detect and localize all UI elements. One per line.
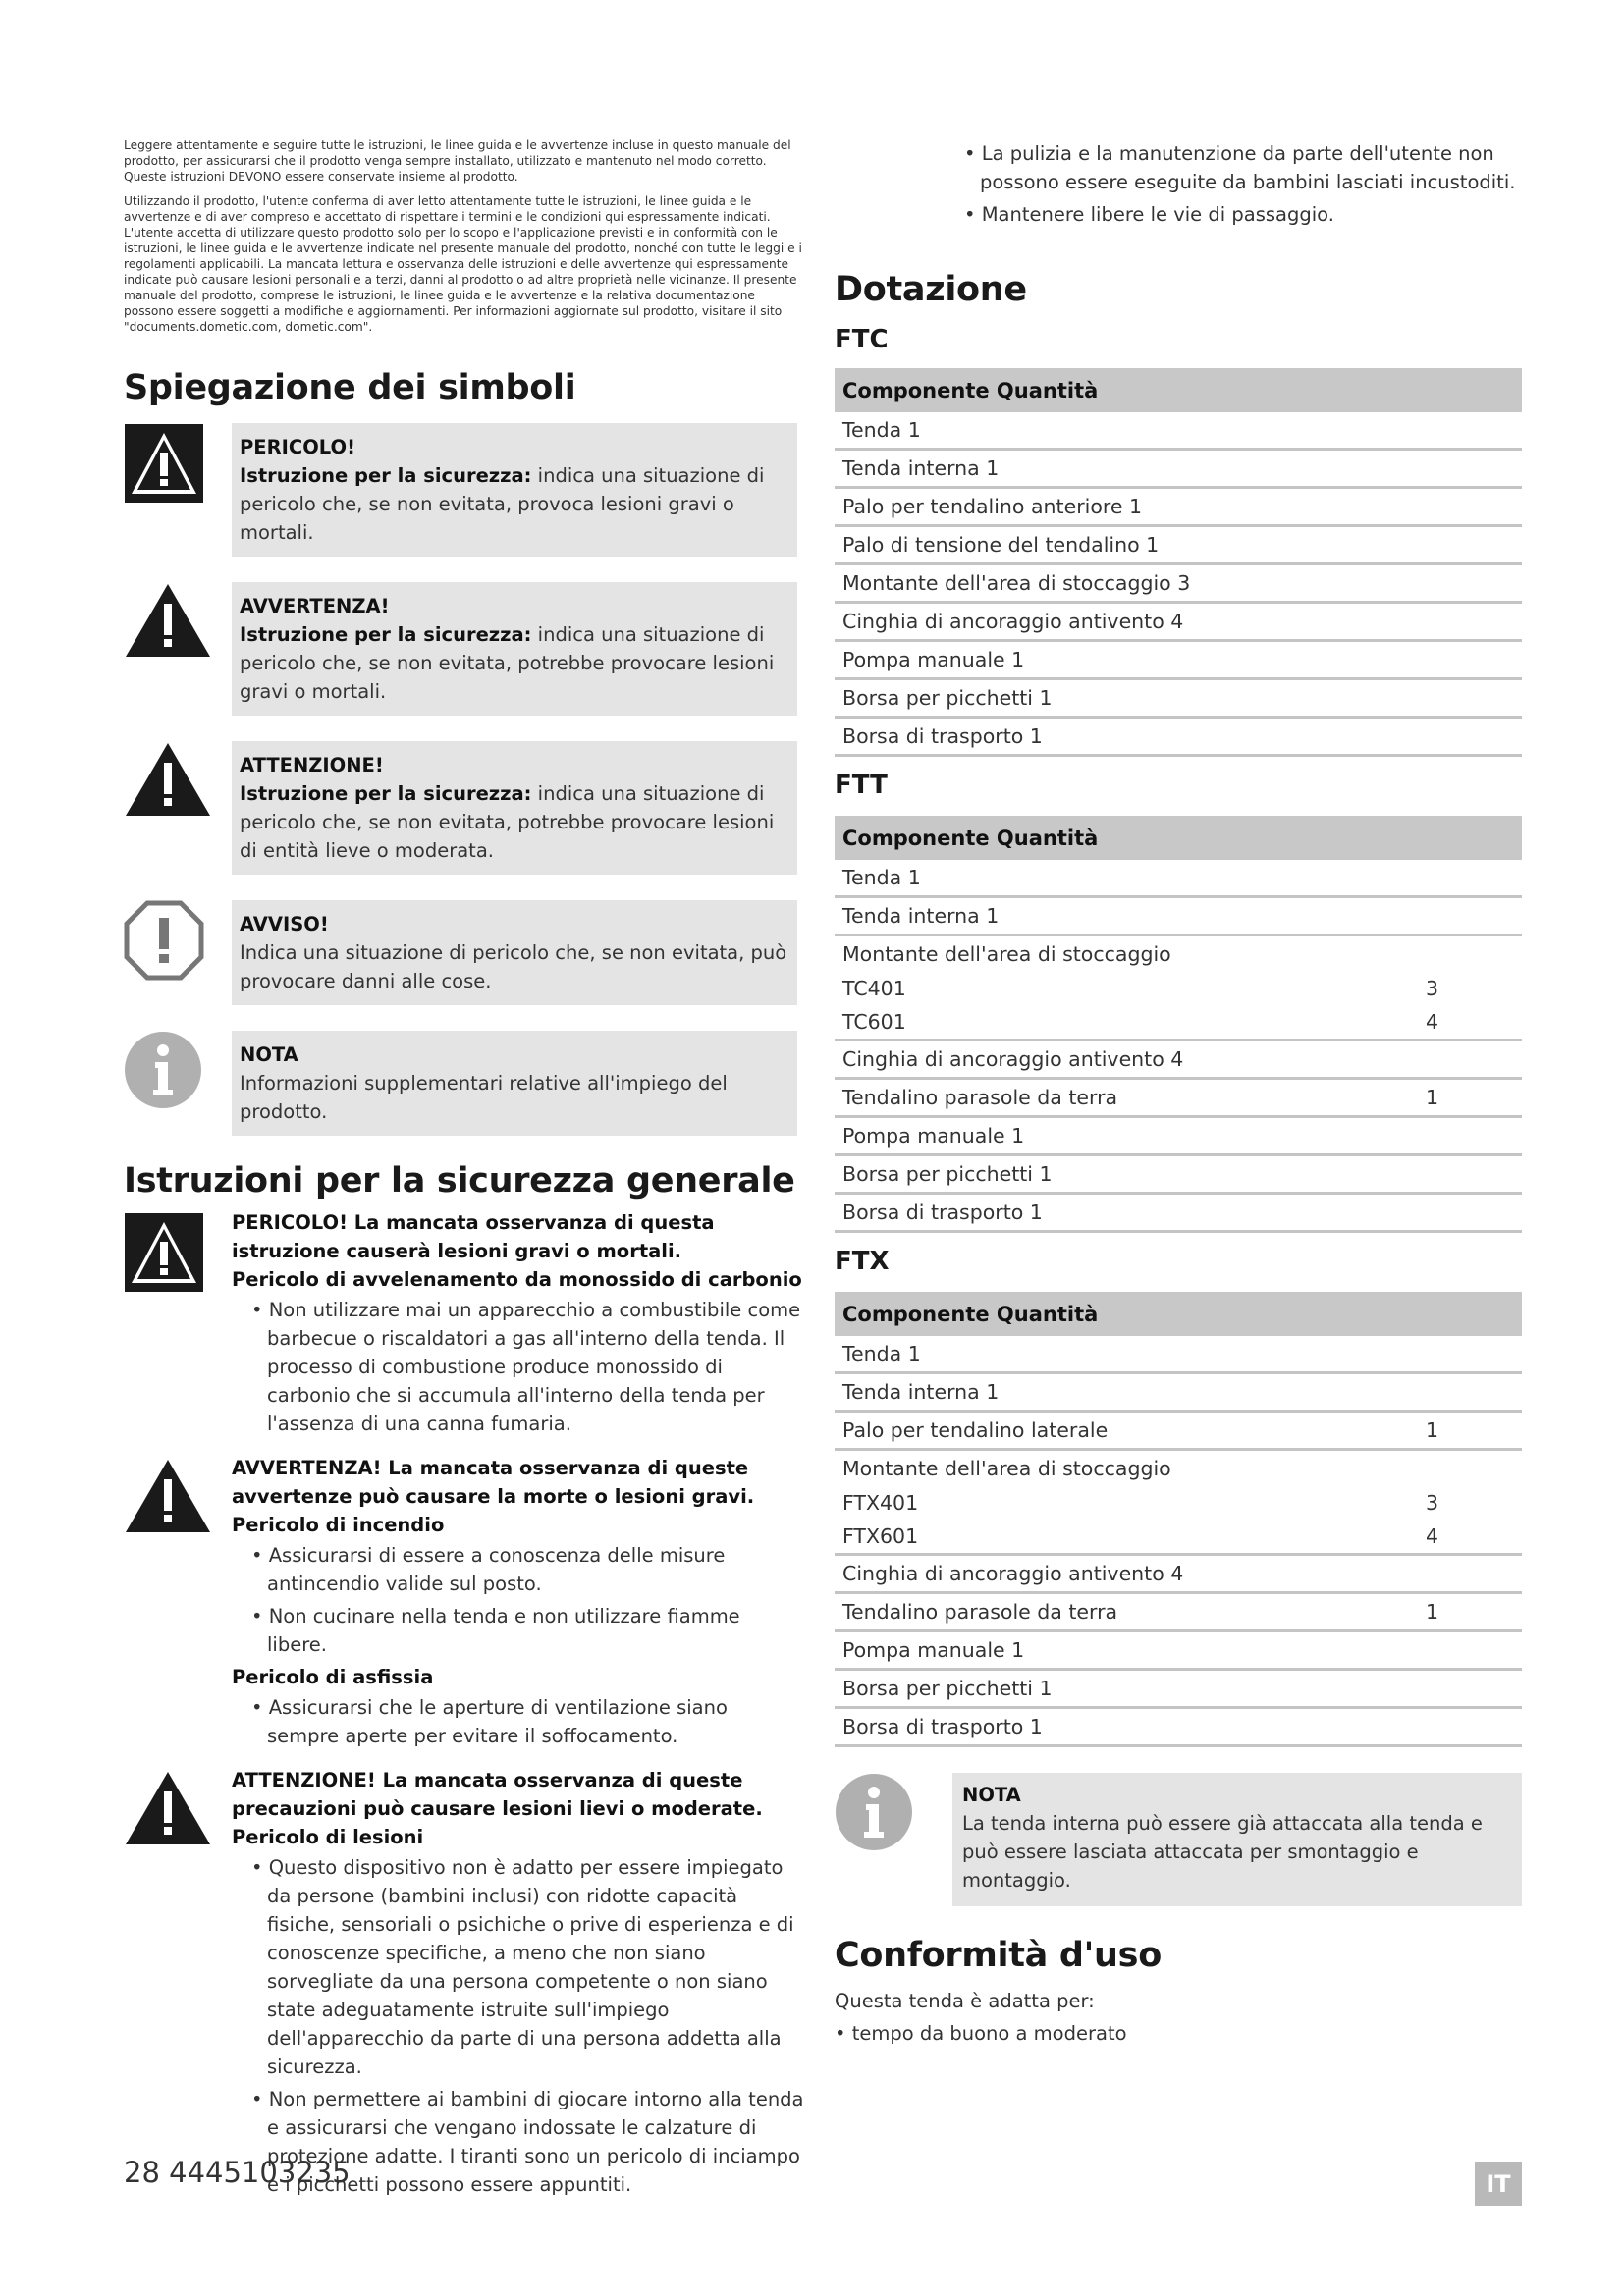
safety-caution [124, 1766, 805, 2203]
notice-icon [124, 900, 232, 1005]
ftt-table [835, 816, 1522, 1233]
quantity-cell: 3 [1426, 977, 1439, 1000]
caution-icon [124, 741, 232, 875]
table-cell: Tenda 1 [842, 1342, 921, 1365]
danger-icon [124, 423, 232, 557]
table-cell: Pompa manuale 1 [842, 1638, 1025, 1662]
list-item-text: Mantenere libere le vie di passaggio. [981, 203, 1334, 226]
table-row [835, 451, 1522, 489]
ftt-heading: FTT [835, 771, 888, 800]
right-column [835, 137, 1522, 2050]
table-row [835, 1451, 1522, 1556]
table-cell: Borsa di trasporto 1 [842, 724, 1043, 748]
table-cell: Borsa per picchetti 1 [842, 1677, 1053, 1700]
table-cell: Pompa manuale 1 [842, 648, 1025, 671]
note-box [952, 1773, 1522, 1906]
table-cell: Cinghia di ancoraggio antivento 4 [842, 1562, 1184, 1585]
table-row [835, 1336, 1522, 1374]
table-row [835, 1080, 1522, 1118]
table-row [835, 1556, 1522, 1594]
symbol-lead: Istruzione per la sicurezza: [240, 464, 532, 487]
danger-icon [124, 1208, 232, 1442]
table-cell: Cinghia di ancoraggio antivento 4 [842, 610, 1184, 633]
table-subrow [842, 1005, 1522, 1039]
list-item: • Non cucinare nella tenda e non utilizzare fiamme libere. [251, 1605, 740, 1656]
model-label: FTX601 [842, 1524, 919, 1548]
safety-danger [124, 1208, 805, 1442]
table-cell: Montante dell'area di stoccaggio [842, 1457, 1171, 1480]
table-cell: Tenda interna 1 [842, 1380, 1000, 1404]
table-cell: Borsa per picchetti 1 [842, 1162, 1053, 1186]
symbol-info [124, 1031, 805, 1136]
symbol-text: Informazioni supplementari relative all'impiego del prodotto. [240, 1072, 728, 1123]
info-icon [835, 1773, 952, 1906]
model-label: TC601 [842, 1010, 906, 1034]
table-cell: Palo di tensione del tendalino 1 [842, 533, 1160, 557]
table-cell: Montante dell'area di stoccaggio [842, 942, 1171, 966]
table-cell: Tenda 1 [842, 866, 921, 889]
safety-warning [124, 1454, 805, 1754]
note-text: La tenda interna può essere già attaccata alla tenda e può essere lasciata attaccata per smontaggio e montaggio. [962, 1812, 1483, 1892]
table-cell: Palo per tendalino laterale [842, 1418, 1109, 1442]
table-row [835, 1374, 1522, 1413]
table-subrow [842, 972, 1522, 1005]
list-item: • tempo da buono a moderato [835, 2022, 1127, 2045]
table-cell: Cinghia di ancoraggio antivento 4 [842, 1047, 1184, 1071]
safety-subheading: Pericolo di incendio [232, 1514, 445, 1536]
safety-subheading: Pericolo di avvelenamento da monossido di carbonio [232, 1268, 802, 1291]
safety-danger-body [232, 1208, 805, 1442]
safety-subheading: Pericolo di lesioni [232, 1826, 424, 1848]
safety-warning-body [232, 1454, 805, 1754]
table-row [835, 1413, 1522, 1451]
intro-paragraph-1: Leggere attentamente e seguire tutte le istruzioni, le linee guida e le avvertenze incluse in questo manuale del prodotto, per assicurarsi che il prodotto venga sempre installato, utilizzato e mantenuto nel modo corretto. Queste istruzioni DEVONO essere conservate insieme al prodotto. [124, 138, 791, 184]
conformita-text: Questa tenda è adatta per: [835, 1990, 1095, 2012]
table-row [835, 489, 1522, 527]
symbol-lead: Istruzione per la sicurezza: [240, 782, 532, 805]
ftc-heading: FTC [835, 325, 889, 354]
table-cell: Borsa per picchetti 1 [842, 686, 1053, 710]
list-item: • Assicurarsi che le aperture di ventilazione siano sempre aperte per evitare il soffocamento. [251, 1696, 728, 1747]
table-row [835, 1671, 1522, 1709]
symbol-title: ATTENZIONE! [240, 754, 384, 776]
symbol-notice-box [232, 900, 797, 1005]
symbol-lead: Istruzione per la sicurezza: [240, 623, 532, 646]
table-row [835, 1118, 1522, 1156]
list-item-text: tempo da buono a moderato [851, 2022, 1127, 2045]
table-header: Componente Quantità [835, 1292, 1522, 1336]
list-item: • La pulizia e la manutenzione da parte dell'utente non possono essere eseguite da bambini lasciati incustoditi. [964, 142, 1516, 193]
table-subrow [842, 1486, 1522, 1520]
symbol-warning [124, 582, 805, 716]
list-item: • Non utilizzare mai un apparecchio a combustibile come barbecue o riscaldatori a gas all'interno della tenda. Il processo di combustione produce monossido di carbonio che si accumula all'interno della tenda per l'assenza di una canna fumaria. [251, 1299, 801, 1435]
table-cell: Tenda interna 1 [842, 904, 1000, 928]
symbol-title: AVVERTENZA! [240, 595, 390, 617]
list-item: • Assicurarsi di essere a conoscenza delle misure antincendio valide sul posto. [251, 1544, 726, 1595]
symbol-danger [124, 423, 805, 557]
ftx-table [835, 1292, 1522, 1747]
table-header: Componente Quantità [835, 368, 1522, 412]
page-number: 28 4445103235 [124, 2156, 351, 2189]
table-row [835, 680, 1522, 719]
ftx-heading: FTX [835, 1247, 890, 1276]
list-item: • Mantenere libere le vie di passaggio. [964, 203, 1334, 226]
warning-icon [124, 1454, 232, 1754]
symbol-title: AVVISO! [240, 913, 329, 935]
language-badge: IT [1475, 2162, 1522, 2206]
table-row [835, 1594, 1522, 1632]
list-item: • Questo dispositivo non è adatto per essere impiegato da persone (bambini inclusi) con ridotte capacità fisiche, sensoriali o psichiche o prive di esperienza e di conoscenze specifiche, a meno che non siano sorvegliate da una persona competente o non siano state adeguatamente istruite sull'impiego dell'apparecchio da parte di una persona addetta alla sicurezza. [251, 1856, 794, 2078]
caution-icon [124, 1766, 232, 2203]
symbol-text: indica una situazione di pericolo che, se non evitata, potrebbe provocare lesioni gravi o mortali. [240, 623, 775, 703]
table-row [835, 412, 1522, 451]
safety-heading: Istruzioni per la sicurezza generale [124, 1161, 795, 1201]
table-row [835, 719, 1522, 757]
table-header: Componente Quantità [835, 816, 1522, 860]
safety-subheading: Pericolo di asfissia [232, 1666, 434, 1688]
symbols-list [124, 423, 805, 1136]
model-label: TC401 [842, 977, 906, 1000]
table-cell: Tenda 1 [842, 418, 921, 442]
list-item-text: Non cucinare nella tenda e non utilizzare fiamme libere. [267, 1605, 740, 1656]
symbol-title: NOTA [240, 1043, 298, 1066]
ftc-table [835, 368, 1522, 757]
symbols-heading: Spiegazione dei simboli [124, 368, 576, 407]
ftc-table-body [835, 412, 1522, 757]
intro-text [124, 137, 805, 335]
list-item-text: Questo dispositivo non è adatto per essere impiegato da persone (bambini inclusi) con ridotte capacità fisiche, sensoriali o psichiche o prive di esperienza e di conoscenze specifiche, a meno che non siano sorvegliate da una persona competente o non siano state adeguatamente istruite sull'impiego dell'apparecchio da parte di una persona addetta alla sicurezza. [267, 1856, 794, 2078]
warning-icon [124, 582, 232, 716]
symbol-notice [124, 900, 805, 1005]
right-top-bullets [835, 139, 1522, 229]
quantity-cell: 3 [1426, 1491, 1439, 1515]
quantity-cell: 1 [1426, 1600, 1439, 1624]
intro-paragraph-2: Utilizzando il prodotto, l'utente conferma di aver letto attentamente tutte le istruzioni, le linee guida e le avvertenze e di aver compreso e accettato di rispettare i termini e le condizioni qui espressamente indicati. L'utente accetta di utilizzare questo prodotto solo per lo scopo e l'applicazione previsti e in conformità con le istruzioni, le linee guida e le avvertenze indicate nel presente manuale del prodotto, nonché con tutte le leggi e i regolamenti applicabili. La mancata lettura e osservanza delle istruzioni e delle avvertenze qui espressamente indicate può causare lesioni personali e a terzi, danni al prodotto o ad altre proprietà nelle vicinanze. Il presente manuale del prodotto, comprese le istruzioni, le linee guida e le avvertenze e la relativa documentazione possono essere soggetti a modifiche e aggiornamenti. Per informazioni aggiornate sul prodotto, visitare il sito "documents.dometic.com, dometic.com". [124, 194, 802, 334]
table-row [835, 1041, 1522, 1080]
list-item-text: Non utilizzare mai un apparecchio a combustibile come barbecue o riscaldatori a gas all'interno della tenda. Il processo di combustione produce monossido di carbonio che si accumula all'interno della tenda per l'assenza di una canna fumaria. [267, 1299, 801, 1435]
left-column [124, 137, 805, 2203]
table-cell: Borsa di trasporto 1 [842, 1201, 1043, 1224]
list-item: • Non permettere ai bambini di giocare intorno alla tenda e assicurarsi che vengano indossate le calzature di protezione adatte. I tiranti sono un pericolo di inciampo e i picchetti possono essere appuntiti. [251, 2088, 804, 2196]
safety-title: AVVERTENZA! La mancata osservanza di queste avvertenze può causare la morte o lesioni gravi. [232, 1457, 755, 1508]
table-row [835, 604, 1522, 642]
list-item-text: Non permettere ai bambini di giocare intorno alla tenda e assicurarsi che vengano indossate le calzature di protezione adatte. I tiranti sono un pericolo di inciampo e i picchetti possono essere appuntiti. [267, 2088, 804, 2196]
symbol-danger-box [232, 423, 797, 557]
table-row [835, 898, 1522, 936]
note-title: NOTA [962, 1784, 1021, 1806]
table-row [835, 527, 1522, 565]
list-item-text: Assicurarsi di essere a conoscenza delle misure antincendio valide sul posto. [267, 1544, 726, 1595]
table-cell: Tenda interna 1 [842, 456, 1000, 480]
table-row [835, 860, 1522, 898]
table-cell: Pompa manuale 1 [842, 1124, 1025, 1148]
symbol-text: Indica una situazione di pericolo che, se non evitata, può provocare danni alle cose. [240, 941, 787, 992]
table-row [835, 1156, 1522, 1195]
symbol-warning-box [232, 582, 797, 716]
symbol-info-box [232, 1031, 797, 1136]
table-row [835, 565, 1522, 604]
symbol-caution [124, 741, 805, 875]
list-item-text: La pulizia e la manutenzione da parte dell'utente non possono essere eseguite da bambini lasciati incustoditi. [980, 142, 1516, 193]
table-cell: Palo per tendalino anteriore 1 [842, 495, 1143, 518]
list-item-text: Assicurarsi che le aperture di ventilazione siano sempre aperte per evitare il soffocamento. [267, 1696, 728, 1747]
table-cell: Montante dell'area di stoccaggio 3 [842, 571, 1191, 595]
dotazione-heading: Dotazione [835, 270, 1027, 309]
symbol-text: indica una situazione di pericolo che, se non evitata, provoca lesioni gravi o mortali. [240, 464, 765, 544]
quantity-cell: 4 [1426, 1524, 1439, 1548]
safety-title: PERICOLO! La mancata osservanza di questa istruzione causerà lesioni gravi o mortali. [232, 1211, 715, 1262]
symbol-text: indica una situazione di pericolo che, se non evitata, potrebbe provocare lesioni di entità lieve o moderata. [240, 782, 775, 862]
quantity-cell: 4 [1426, 1010, 1439, 1034]
table-row [835, 642, 1522, 680]
table-cell: Tendalino parasole da terra [842, 1600, 1118, 1624]
quantity-cell: 1 [1426, 1086, 1439, 1109]
model-label: FTX401 [842, 1491, 919, 1515]
table-cell: Borsa di trasporto 1 [842, 1715, 1043, 1738]
conformita-heading: Conformità d'uso [835, 1936, 1162, 1975]
table-row [835, 1632, 1522, 1671]
safety-title: ATTENZIONE! La mancata osservanza di queste precauzioni può causare lesioni lievi o moderate. [232, 1769, 763, 1820]
info-icon [124, 1031, 232, 1136]
table-row [835, 936, 1522, 1041]
dotazione-note [835, 1773, 1522, 1906]
safety-caution-body [232, 1766, 805, 2203]
symbol-title: PERICOLO! [240, 436, 355, 458]
table-cell: Tendalino parasole da terra [842, 1086, 1118, 1109]
quantity-cell: 1 [1426, 1418, 1439, 1442]
symbol-caution-box [232, 741, 797, 875]
table-row [835, 1709, 1522, 1747]
table-row [835, 1195, 1522, 1233]
table-subrow [842, 1520, 1522, 1553]
